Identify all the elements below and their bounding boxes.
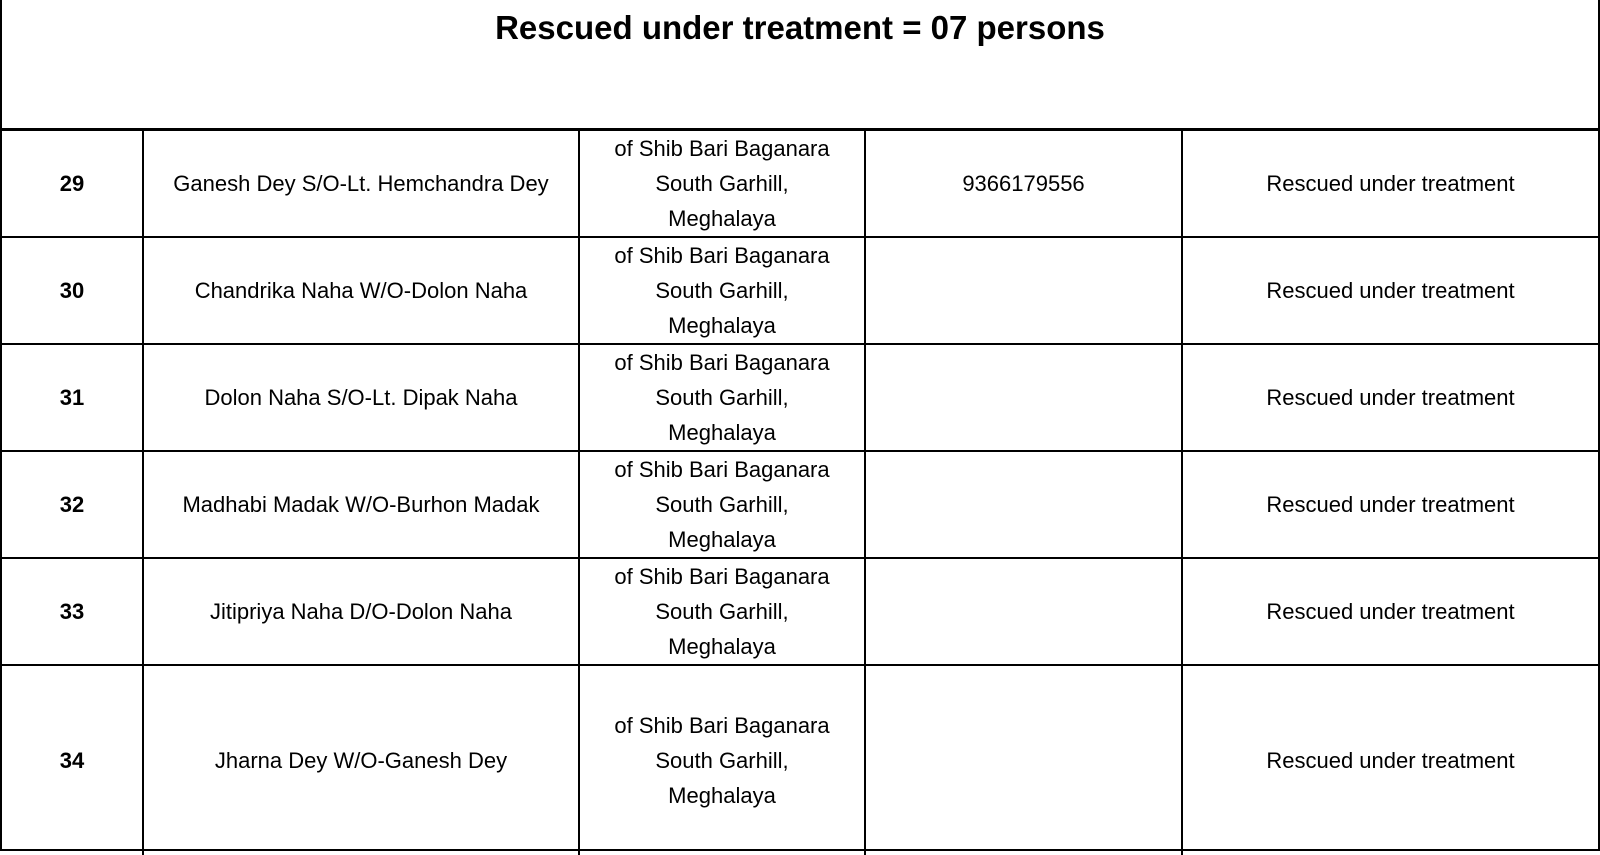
- address-line: of Shib Bari Baganara: [614, 713, 830, 738]
- address-cell: [579, 558, 865, 665]
- address-cell: [579, 451, 865, 558]
- phone-cell: [865, 665, 1182, 855]
- phone-cell: [865, 451, 1182, 558]
- status-cell: Rescued under treatment: [1182, 451, 1598, 558]
- phone-cell: [865, 344, 1182, 451]
- phone-cell: 9366179556: [865, 131, 1182, 237]
- status-cell: Rescued under treatment: [1182, 665, 1598, 855]
- address-line: of Shib Bari Baganara: [614, 457, 830, 482]
- table-row: [2, 665, 1598, 855]
- address-line: South Garhill,: [655, 492, 789, 517]
- serial-number-cell: 29: [2, 131, 143, 237]
- serial-number-cell: 34: [2, 665, 143, 855]
- status-cell: Rescued under treatment: [1182, 131, 1598, 237]
- name-cell: Madhabi Madak W/O-Burhon Madak: [143, 451, 579, 558]
- page-title: Rescued under treatment = 07 persons: [495, 9, 1105, 46]
- name-cell: Chandrika Naha W/O-Dolon Naha: [143, 237, 579, 344]
- address-line: of Shib Bari Baganara: [614, 564, 830, 589]
- phone-cell: [865, 237, 1182, 344]
- phone-cell: [865, 558, 1182, 665]
- table-row: [2, 344, 1598, 451]
- name-cell: Jitipriya Naha D/O-Dolon Naha: [143, 558, 579, 665]
- serial-number-cell: 31: [2, 344, 143, 451]
- title-band: [2, 0, 1598, 131]
- address-line: Meghalaya: [668, 634, 776, 659]
- address-cell: [579, 344, 865, 451]
- rescued-persons-table: [2, 131, 1598, 855]
- address-line: Meghalaya: [668, 206, 776, 231]
- serial-number-cell: 32: [2, 451, 143, 558]
- address-line: South Garhill,: [655, 599, 789, 624]
- address-line: South Garhill,: [655, 385, 789, 410]
- address-line: Meghalaya: [668, 313, 776, 338]
- address-cell: [579, 665, 865, 855]
- address-line: of Shib Bari Baganara: [614, 350, 830, 375]
- address-line: of Shib Bari Baganara: [614, 243, 830, 268]
- table-row: [2, 451, 1598, 558]
- serial-number-cell: 33: [2, 558, 143, 665]
- address-cell: [579, 237, 865, 344]
- address-line: Meghalaya: [668, 783, 776, 808]
- address-line: of Shib Bari Baganara: [614, 136, 830, 161]
- address-line: Meghalaya: [668, 527, 776, 552]
- name-cell: Jharna Dey W/O-Ganesh Dey: [143, 665, 579, 855]
- serial-number-cell: 30: [2, 237, 143, 344]
- address-line: South Garhill,: [655, 748, 789, 773]
- status-cell: Rescued under treatment: [1182, 558, 1598, 665]
- address-line: South Garhill,: [655, 278, 789, 303]
- status-cell: Rescued under treatment: [1182, 344, 1598, 451]
- table-row: [2, 558, 1598, 665]
- address-cell: [579, 131, 865, 237]
- status-cell: Rescued under treatment: [1182, 237, 1598, 344]
- table-row: [2, 237, 1598, 344]
- table-row: [2, 131, 1598, 237]
- address-line: South Garhill,: [655, 171, 789, 196]
- name-cell: Dolon Naha S/O-Lt. Dipak Naha: [143, 344, 579, 451]
- name-cell: Ganesh Dey S/O-Lt. Hemchandra Dey: [143, 131, 579, 237]
- address-line: Meghalaya: [668, 420, 776, 445]
